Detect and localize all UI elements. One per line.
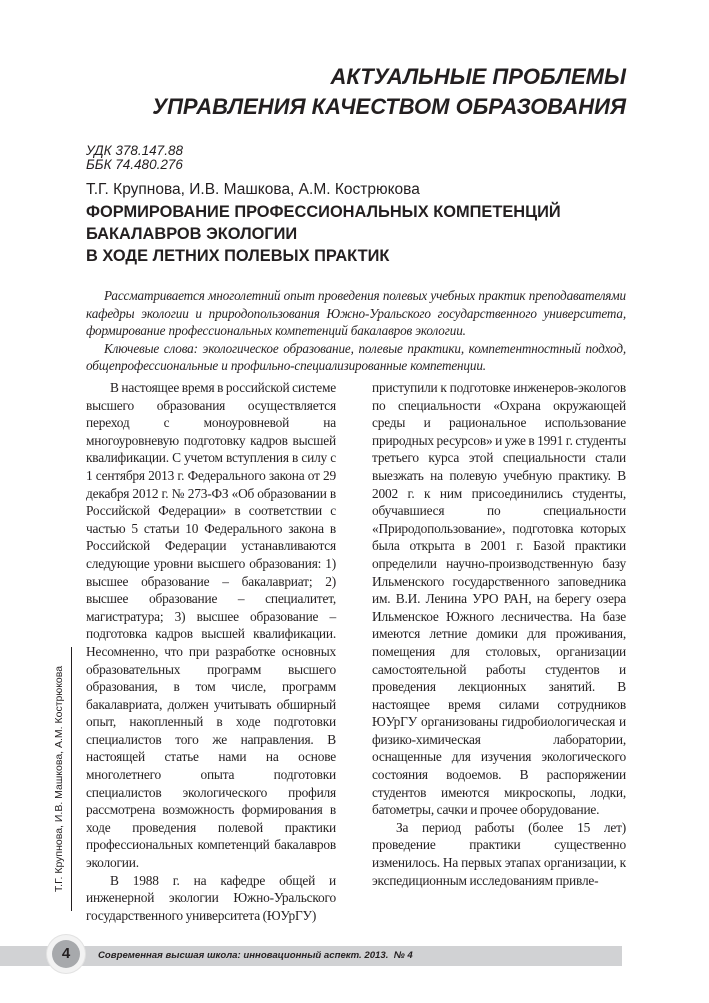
body-paragraph: В настоящее время в российской системе высшего образования осуществляется переход с моноуровневой на многоуровневую подготовку кадров высшей квалификации. С учетом вступления в силу с 1 сентября 2013 г. Федерального закона от 29 декабря 2012 г. № 273-ФЗ «Об образовании в Российской Федерации» в соответствии с частью 5 статьи 10 Федерального закона в Российской Федерации устанавливаются следующие уровни высшего образования: 1) высшее образование – бакалавриат; 2) высшее образование – специалитет, магистратура; 3) высшее образование – подготовка кадров высшей квалификации. Несомненно, что при разработке основных образовательных программ высшего образования, в том числе, программ бакалавриата, должен учитывать обширный опыт, накопленный в ходе подготовки специалистов того же направления. В настоящей статье нами на основе многолетнего опыта подготовки специалистов экологического профиля рассмотрена возможность формирования в ходе проведения полевой практики профессиональных компетенций бакалавров экологии. [86, 380, 336, 871]
body-paragraph: приступили к подготовке инженеров-экологов по специальности «Охрана окружающей среды и рациональное использование природных ресурсов» и уже в 1991 г. студенты третьего курса этой специальности стали выезжать на полевую учебную практику. В 2002 г. к ним присоединились студенты, обучавшиеся по специальности «Природопользование», подготовка которых была открыта в 2001 г. Базой практики определили научно-производственную базу Ильменского государственного заповедника им. В.И. Ленина УРО РАН, на берегу озера Ильменское Южного лесничества. На базе имеются летние домики для проживания, помещения для столовых, организации самостоятельной работы студентов и проведения лекционных занятий. В настоящее время силами сотрудников ЮУрГУ организованы гидробиологическая и физико-химическая лаборатории, оснащенные для изучения экологического состояния водоемов. В распоряжении студентов имеются микроскопы, лодки, батометры, сачки и прочее оборудование. [372, 380, 627, 818]
article-title-line-1: ФОРМИРОВАНИЕ ПРОФЕССИОНАЛЬНЫХ КОМПЕТЕНЦИЙ [86, 203, 561, 221]
body-paragraph: За период работы (более 15 лет) проведение практики существенно изменилось. На первых этапах организации, к экспедиционным исследованиям привле- [372, 819, 626, 888]
body-column-right [372, 379, 626, 889]
article-authors: Т.Г. Крупнова, И.В. Машкова, А.М. Кострюкова [86, 181, 420, 198]
abstract-text: Рассматривается многолетний опыт проведения полевых учебных практик преподавателями кафедры экологии и природопользования Южно-Уральского государственного университета, формирование профессиональных компетенций бакалавров экологии. [86, 288, 626, 338]
journal-name: Современная высшая школа: инновационный аспект. 2013. № 4 [98, 950, 413, 961]
body-paragraph: В 1988 г. на кафедре общей и инженерной экологии Южно-Уральского государственного университета (ЮУрГУ) [86, 872, 336, 923]
classification-codes [86, 144, 183, 172]
section-title [152, 62, 626, 122]
udk-code: УДК 378.147.88 [86, 143, 183, 158]
article-title-line-2: БАКАЛАВРОВ ЭКОЛОГИИ [86, 225, 298, 243]
section-title-line-2: УПРАВЛЕНИЯ КАЧЕСТВОМ ОБРАЗОВАНИЯ [152, 94, 626, 119]
sidebar-divider [71, 647, 72, 911]
page-number: 4 [52, 940, 80, 968]
bbk-code: ББК 74.480.276 [86, 157, 183, 172]
article-title-line-3: В ХОДЕ ЛЕТНИХ ПОЛЕВЫХ ПРАКТИК [86, 247, 390, 265]
section-title-line-1: АКТУАЛЬНЫЕ ПРОБЛЕМЫ [330, 64, 626, 89]
abstract-block [86, 287, 626, 375]
body-column-left [86, 379, 336, 924]
article-title [86, 201, 646, 267]
running-head [52, 647, 66, 911]
keywords-text: Ключевые слова: экологическое образование, полевые практики, компетентностный подход, общепрофессиональные и профильно-специализированные компетенции. [86, 340, 626, 373]
running-head-authors: Т.Г. Крупнова, И.В. Машкова, А.М. Кострюкова [53, 665, 65, 893]
